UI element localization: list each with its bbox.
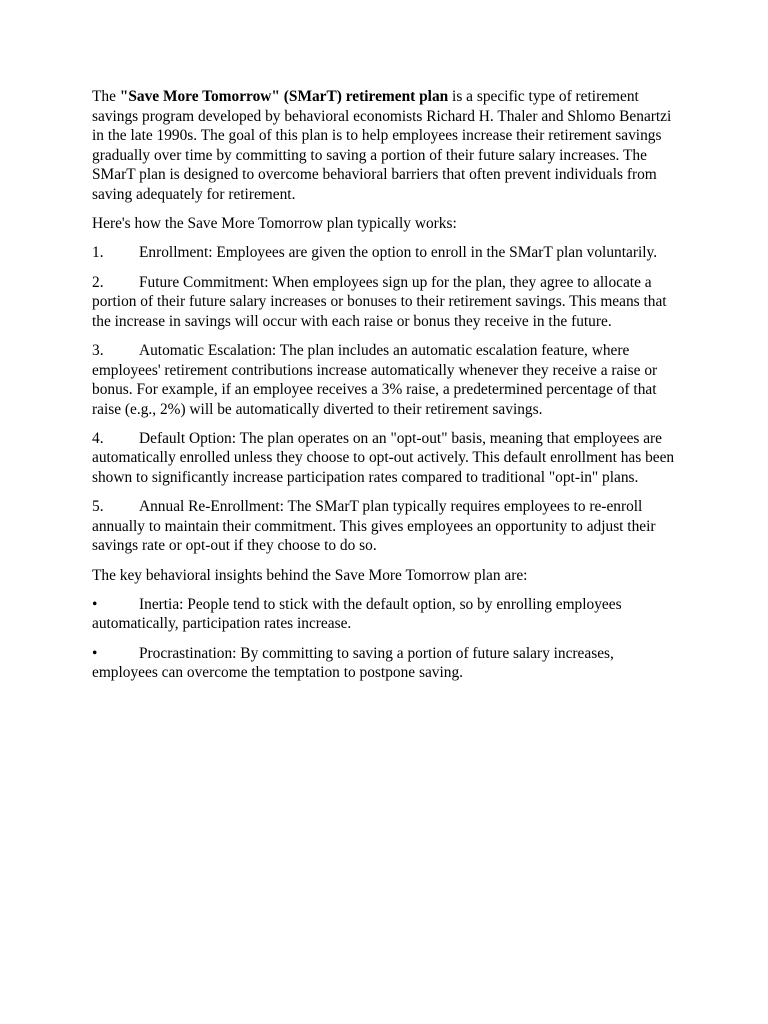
bullet-marker: • bbox=[92, 595, 98, 613]
bullet-marker: • bbox=[92, 644, 98, 662]
step-item bbox=[92, 273, 676, 332]
step-number: 5. bbox=[92, 498, 104, 516]
intro-bold-term: "Save More Tomorrow" (SMarT) retirement plan bbox=[119, 88, 449, 105]
step-text: Future Commitment: When employees sign up for the plan, they agree to allocate a portion of their future salary increases or bonuses to their retirement savings. This means that the increase in savings will occur with each raise or bonus they receive in the future. bbox=[92, 273, 667, 330]
step-text: Default Option: The plan operates on an "opt-out" basis, meaning that employees are automatically enrolled unless they choose to opt-out actively. This default enrollment has been shown to significantly increase participation rates compared to traditional "opt-in" plans. bbox=[92, 429, 675, 487]
intro-before: The bbox=[92, 88, 120, 105]
step-number: 4. bbox=[92, 429, 104, 447]
step-item bbox=[92, 341, 676, 419]
insight-item bbox=[92, 644, 676, 683]
how-heading: Here's how the Save More Tomorrow plan typically works: bbox=[92, 215, 457, 233]
insight-text: Inertia: People tend to stick with the default option, so by enrolling employees automatically, participation rates increase. bbox=[92, 595, 622, 633]
step-number: 1. bbox=[92, 244, 104, 262]
step-item bbox=[92, 429, 676, 488]
intro-paragraph bbox=[92, 87, 676, 205]
step-item bbox=[92, 243, 676, 263]
step-number: 2. bbox=[92, 273, 104, 291]
document-page bbox=[92, 87, 676, 692]
step-text: Annual Re-Enrollment: The SMarT plan typically requires employees to re-enroll annually to maintain their commitment. This gives employees an opportunity to adjust their savings rate or opt-out if they choose to do so. bbox=[92, 498, 656, 555]
insight-item bbox=[92, 595, 676, 634]
step-text: Enrollment: Employees are given the option to enroll in the SMarT plan voluntarily. bbox=[139, 244, 658, 262]
insights-heading: The key behavioral insights behind the Save More Tomorrow plan are: bbox=[92, 566, 528, 584]
step-number: 3. bbox=[92, 341, 104, 359]
step-text: Automatic Escalation: The plan includes an automatic escalation feature, where employees' retirement contributions increase automatically whenever they receive a raise or bonus. For example, if an employee receives a 3% raise, a predetermined percentage of that raise (e.g., 2%) will be automatically diverted to their retirement savings. bbox=[92, 341, 658, 418]
insight-text: Procrastination: By committing to saving a portion of future salary increases, employees can overcome the temptation to postpone saving. bbox=[92, 644, 614, 682]
step-item bbox=[92, 497, 676, 556]
intro-after: is a specific type of retirement savings program developed by behavioral economists Richard H. Thaler and Shlomo Benartzi in the late 1990s. The goal of this plan is to help employees increase their retirement savings gradually over time by committing to saving a portion of their future salary increases. The SMarT plan is designed to overcome behavioral barriers that often prevent individuals from saving adequately for retirement. bbox=[92, 88, 672, 203]
